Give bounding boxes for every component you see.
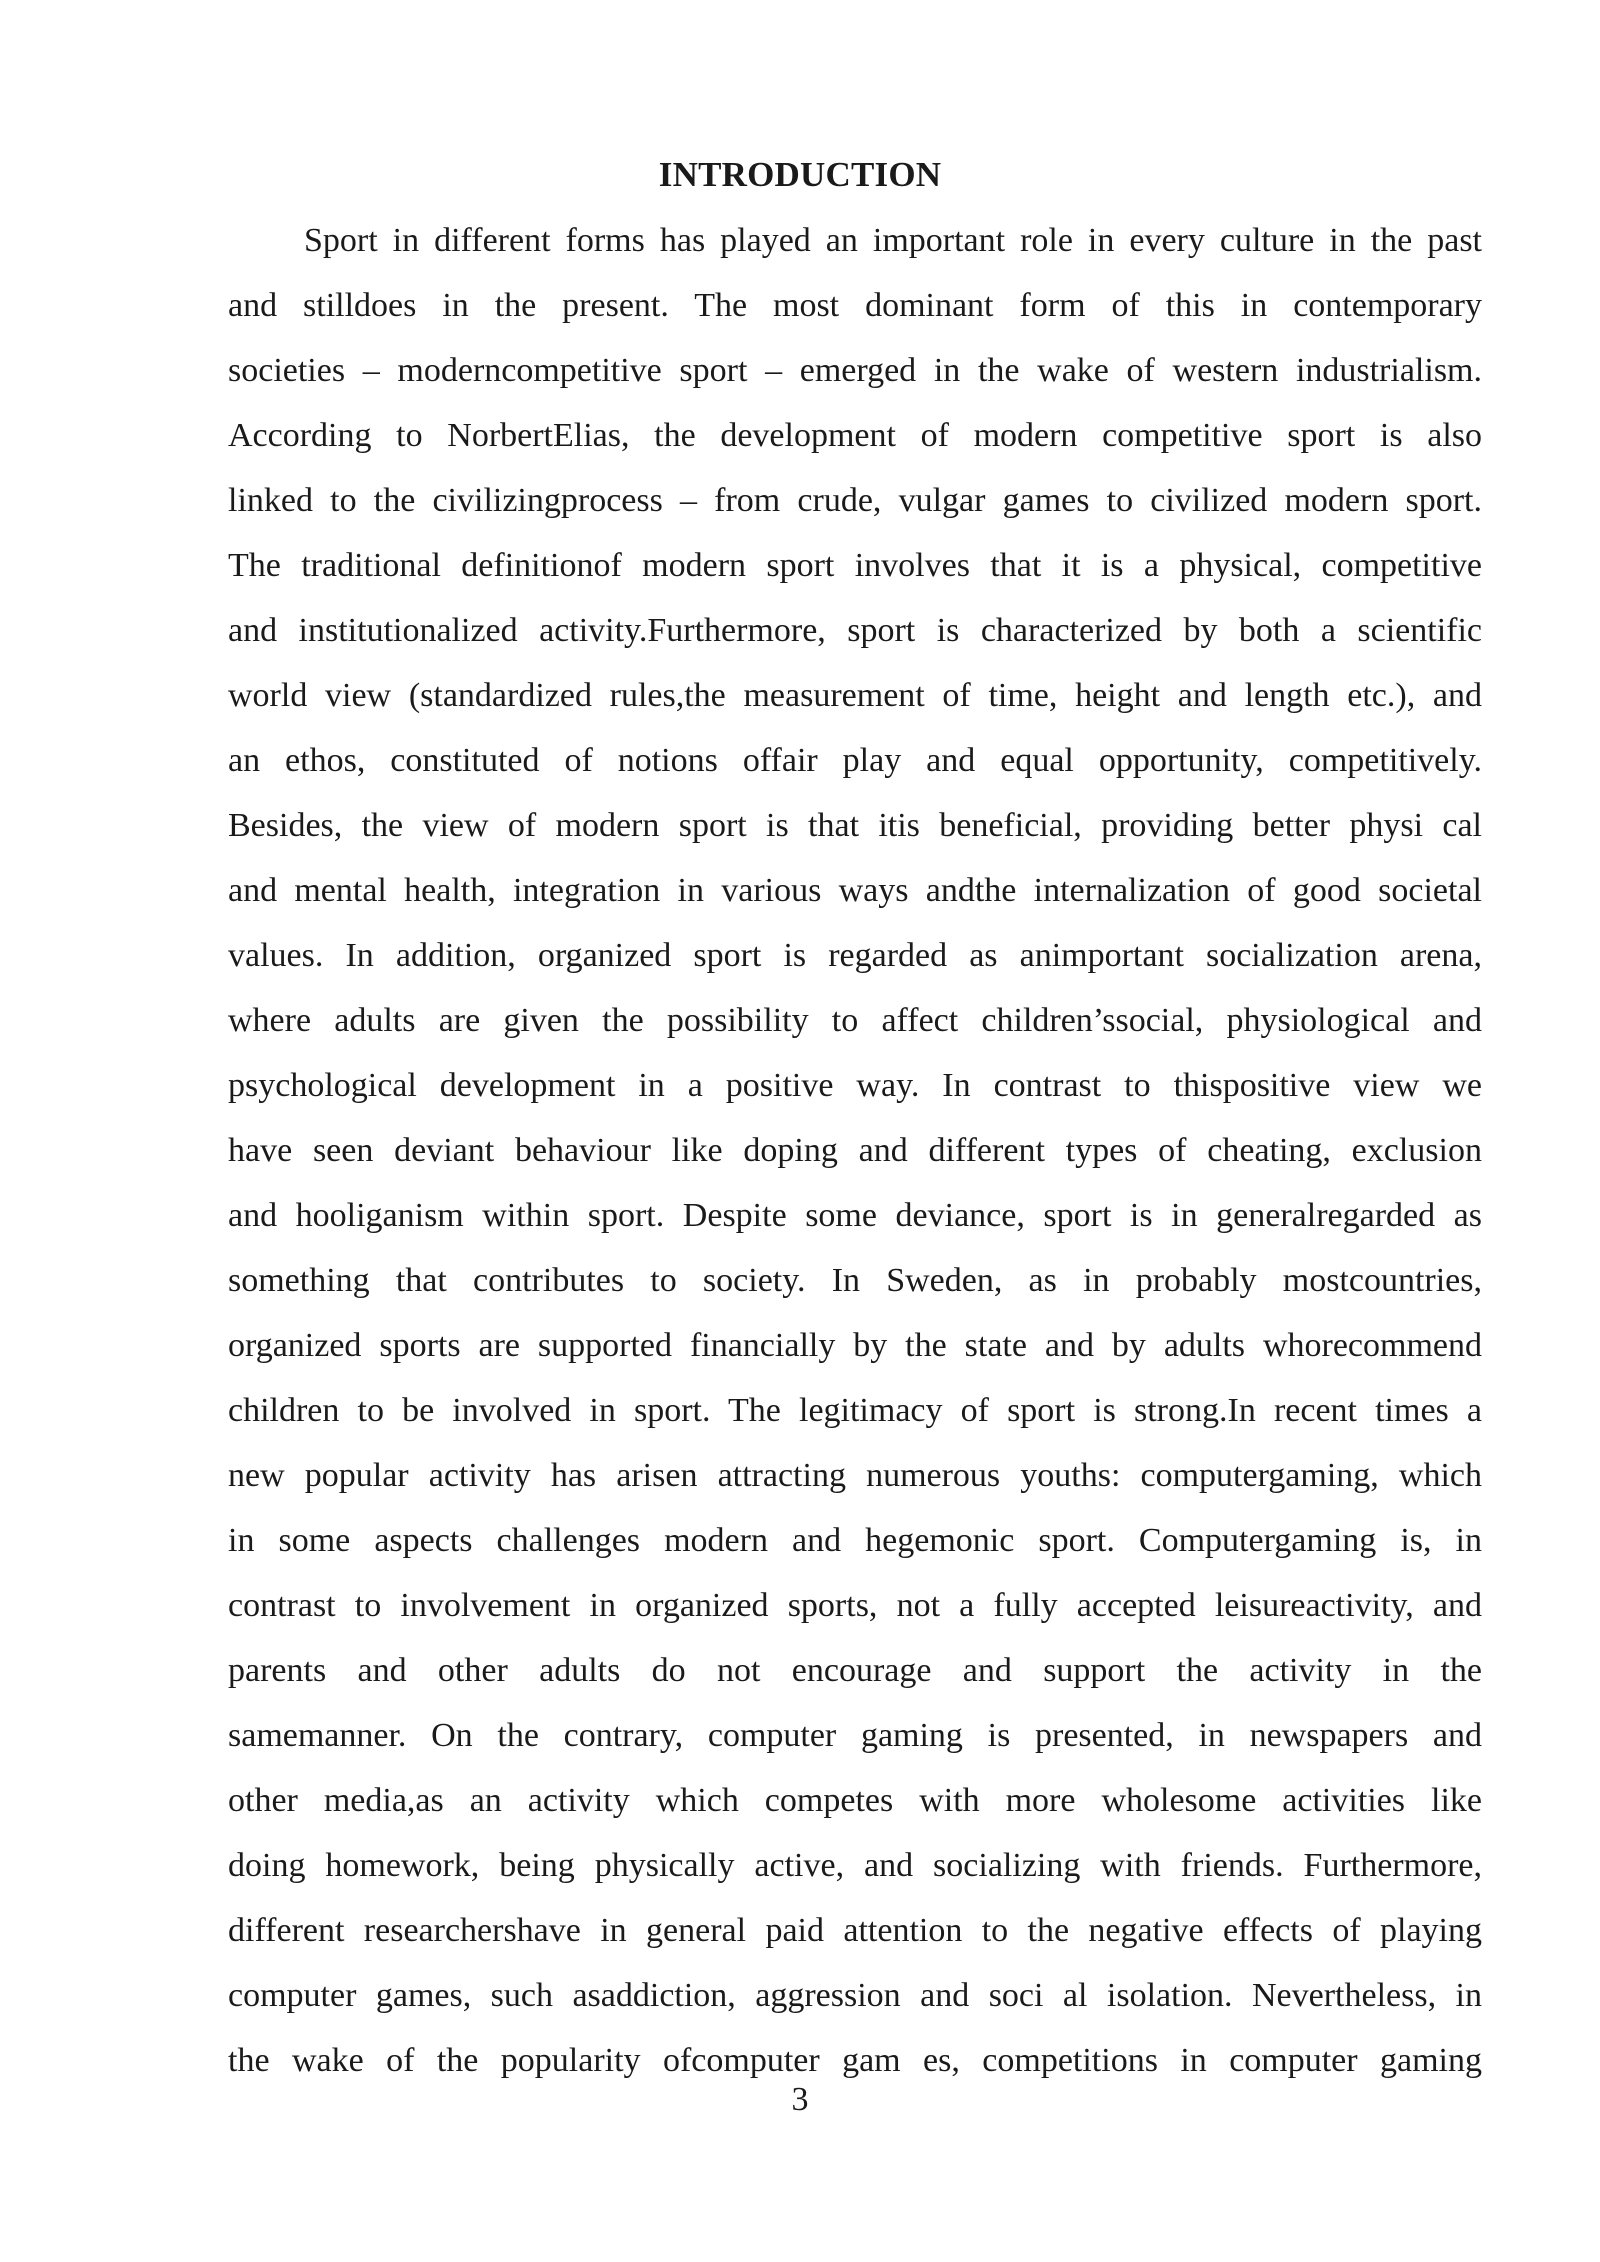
text-line: an ethos, constituted of notions offair play and equal opportunity, competitively. xyxy=(228,742,1482,779)
text-line: values. In addition, organized sport is regarded as animportant socialization arena, xyxy=(228,937,1482,974)
text-line: Besides, the view of modern sport is that itis beneficial, providing better physi cal xyxy=(228,807,1482,844)
text-line: in some aspects challenges modern and hegemonic sport. Computergaming is, in xyxy=(228,1522,1482,1559)
text-line: and institutionalized activity.Furthermore, sport is characterized by both a scientific xyxy=(228,612,1482,649)
text-line: samemanner. On the contrary, computer gaming is presented, in newspapers and xyxy=(228,1717,1482,1754)
text-line: where adults are given the possibility to affect children’ssocial, physiological and xyxy=(228,1002,1482,1039)
text-line: have seen deviant behaviour like doping and different types of cheating, exclusion xyxy=(228,1132,1482,1169)
section-heading: INTRODUCTION xyxy=(658,155,942,194)
text-line: Sport in different forms has played an important role in every culture in the past xyxy=(304,222,1482,259)
text-line: doing homework, being physically active, and socializing with friends. Furthermore, xyxy=(228,1847,1482,1884)
text-line: world view (standardized rules,the measurement of time, height and length etc.), and xyxy=(228,677,1482,714)
text-line: computer games, such asaddiction, aggression and soci al isolation. Nevertheless, in xyxy=(228,1977,1482,2014)
text-line: contrast to involvement in organized sports, not a fully accepted leisureactivity, and xyxy=(228,1587,1482,1624)
text-line: organized sports are supported financially by the state and by adults whorecommend xyxy=(228,1327,1482,1364)
text-line: and hooliganism within sport. Despite some deviance, sport is in generalregarded as xyxy=(228,1197,1482,1234)
page-number: 3 xyxy=(791,2081,809,2118)
text-line: the wake of the popularity ofcomputer gam es, competitions in computer gaming xyxy=(228,2042,1482,2079)
text-line: children to be involved in sport. The legitimacy of sport is strong.In recent times a xyxy=(228,1392,1482,1429)
text-line: According to NorbertElias, the development of modern competitive sport is also xyxy=(228,417,1482,454)
text-line: The traditional definitionof modern sport involves that it is a physical, competitive xyxy=(228,547,1482,584)
text-line: other media,as an activity which competes with more wholesome activities like xyxy=(228,1782,1482,1819)
text-line: linked to the civilizingprocess – from crude, vulgar games to civilized modern sport. xyxy=(228,482,1482,519)
text-line: new popular activity has arisen attracting numerous youths: computergaming, which xyxy=(228,1457,1482,1494)
body-paragraph xyxy=(228,208,1482,2093)
text-line: and stilldoes in the present. The most dominant form of this in contemporary xyxy=(228,287,1482,324)
text-line: something that contributes to society. In Sweden, as in probably mostcountries, xyxy=(228,1262,1482,1299)
text-line: different researchershave in general paid attention to the negative effects of playing xyxy=(228,1912,1482,1949)
text-line: psychological development in a positive way. In contrast to thispositive view we xyxy=(228,1067,1482,1104)
text-line: and mental health, integration in various ways andthe internalization of good societal xyxy=(228,872,1482,909)
text-line: societies – moderncompetitive sport – emerged in the wake of western industrialism. xyxy=(228,352,1482,389)
text-line: parents and other adults do not encourage and support the activity in the xyxy=(228,1652,1482,1689)
